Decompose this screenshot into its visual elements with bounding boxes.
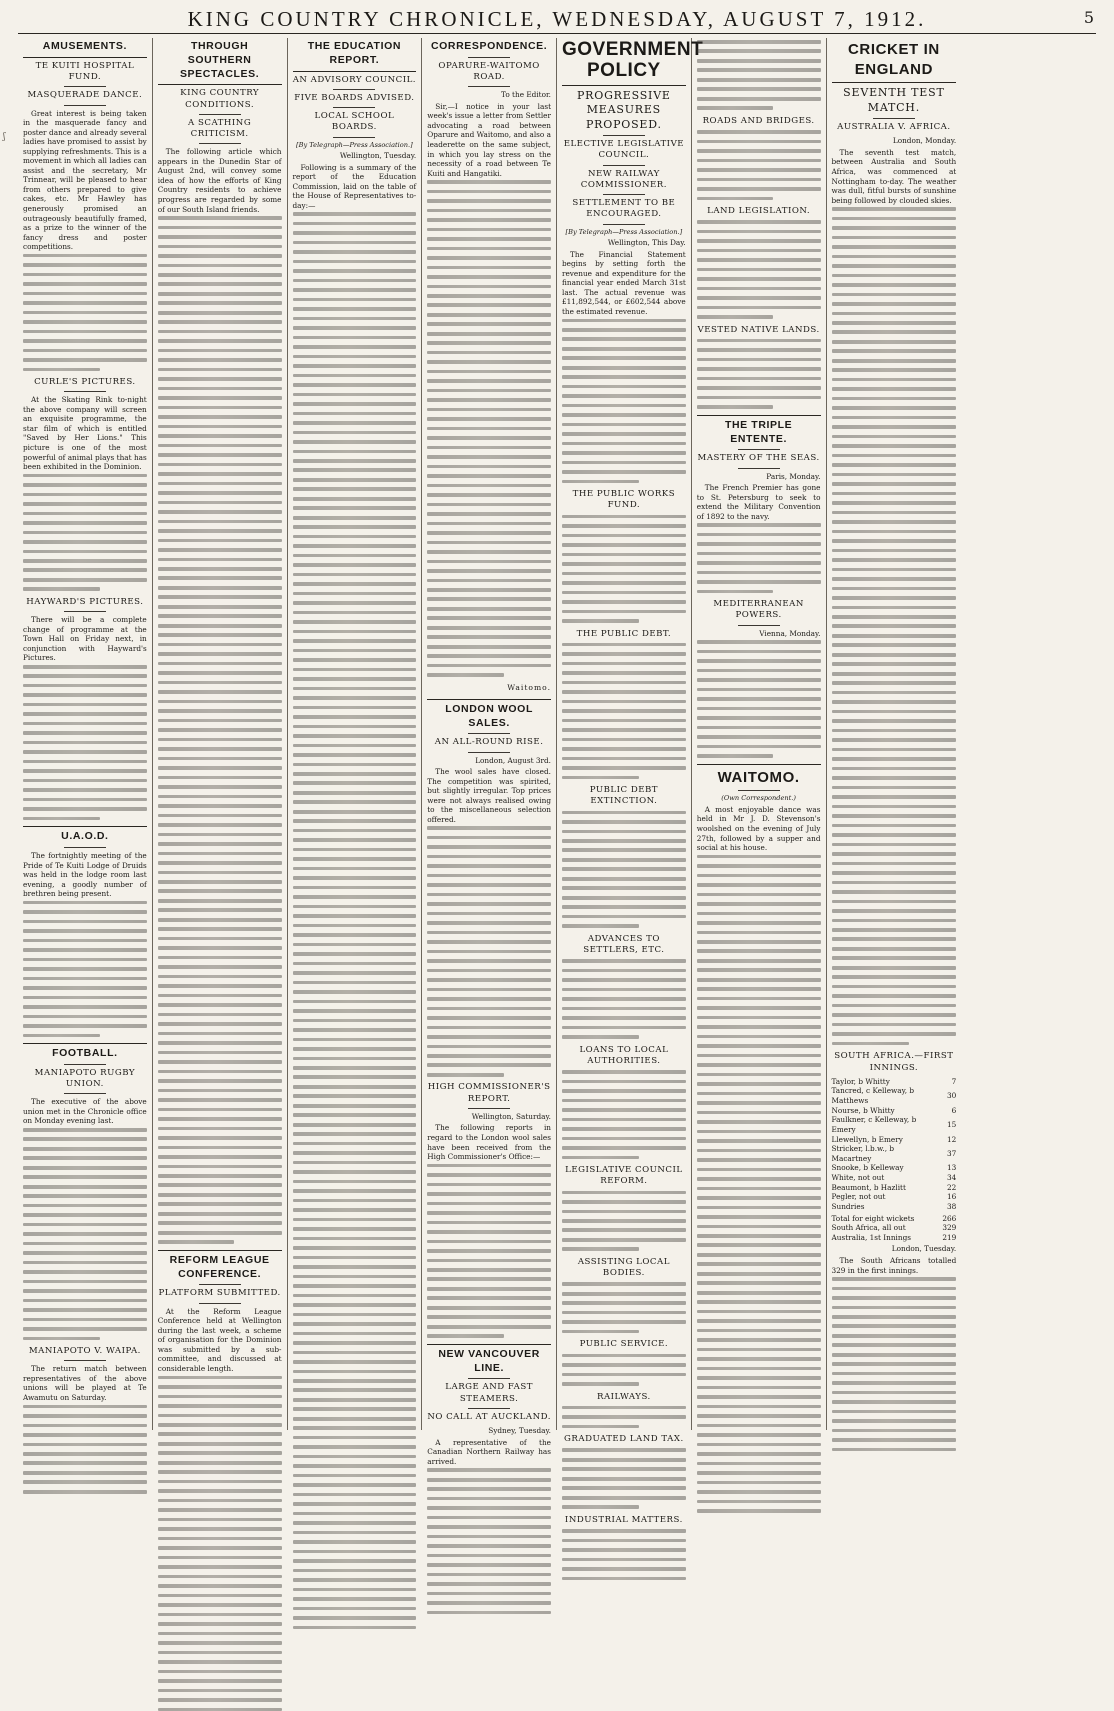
signature: Waitomo. xyxy=(507,682,551,692)
divider xyxy=(738,625,780,626)
article-reform-league xyxy=(158,1254,282,1711)
divider xyxy=(23,1043,147,1044)
subhead-public-debt: THE PUBLIC DEBT. xyxy=(576,628,672,639)
headline-wool-sales: LONDON WOOL SALES. xyxy=(445,702,533,729)
headline-uaod: U.A.O.D. xyxy=(61,830,109,843)
dateline: London, Monday. xyxy=(892,136,957,146)
headline-amusements: AMUSEMENTS. xyxy=(42,40,127,52)
headline-government-policy: GOVERNMENT POLICY xyxy=(562,39,704,81)
subhead-australia-africa: AUSTRALIA V. AFRICA. xyxy=(837,122,951,133)
score-runs: 22 xyxy=(946,1182,957,1192)
batsman-row xyxy=(832,1192,957,1202)
scorecard-table xyxy=(832,1077,957,1243)
body-entente: The French Premier has gone to St. Petersburg to seek to extend the Military Convention of 1892 to the navy. xyxy=(696,483,821,521)
page-number: 5 xyxy=(1083,8,1094,27)
subhead-assisting: ASSISTING LOCAL BODIES. xyxy=(577,1256,670,1279)
text-block xyxy=(697,40,821,110)
divider xyxy=(697,415,821,416)
text-block xyxy=(697,640,821,757)
subhead-public-service: PUBLIC SERVICE. xyxy=(579,1339,669,1350)
subhead-land-tax: GRADUATED LAND TAX. xyxy=(564,1434,684,1445)
subhead-conditions: KING COUNTRY CONDITIONS. xyxy=(180,88,260,110)
score-name: Nourse, b Whitty xyxy=(831,1105,895,1115)
divider xyxy=(333,107,375,108)
text-block xyxy=(562,643,686,779)
subhead-road: OPARURE-WAITOMO ROAD. xyxy=(438,60,540,82)
body-uaod: The fortnightly meeting of the Pride of Te Kuiti Lodge of Druids was held in the lodge room last evening, a goodly number of brethren being present. xyxy=(23,851,147,899)
body-reform: At the Reform League Conference held at Wellington during the last week, a scheme of organisation for the Dominion was submitted by a sub-committee, and discussed at considerable length. xyxy=(157,1306,282,1374)
text-block xyxy=(697,523,821,593)
divider xyxy=(468,733,510,734)
text-block xyxy=(697,855,821,1513)
divider xyxy=(64,1360,106,1361)
body-waipa: The return match between representatives of the above unions will be played at Te Awamutu on Saturday. xyxy=(23,1364,147,1403)
divider xyxy=(427,1344,551,1345)
body-vancouver: A representative of the Canadian Northern Railway has arrived. xyxy=(427,1437,551,1466)
headline-southern-spectacles: THROUGH SOUTHERN SPECTACLES. xyxy=(179,40,260,80)
text-block xyxy=(158,1376,282,1711)
newspaper-columns xyxy=(18,38,1096,1525)
batsman-row xyxy=(832,1077,957,1087)
subhead-hayward: HAYWARD'S PICTURES. xyxy=(26,596,144,607)
subhead-railways: RAILWAYS. xyxy=(596,1391,651,1402)
divider xyxy=(64,105,106,106)
score-runs: 16 xyxy=(946,1192,957,1202)
divider xyxy=(23,57,147,58)
headline-football: FOOTBALL. xyxy=(52,1047,118,1060)
text-block xyxy=(158,216,282,1244)
subhead-scathing: A SCATHING CRITICISM. xyxy=(188,117,252,139)
score-runs: 329 xyxy=(942,1223,957,1233)
newspaper-title: KING COUNTRY CHRONICLE, WEDNESDAY, AUGUST 7, 1912. xyxy=(187,7,927,31)
dateline: London, August 3rd. xyxy=(475,755,551,765)
text-block xyxy=(23,474,147,591)
article-vancouver xyxy=(427,1348,551,1614)
body-scathing: The following article which appears in the Dunedin Star of August 2nd, will convey some idea of how the efforts of King Country residents to achieve progress are regarded by some of our South Island friends. xyxy=(157,147,282,214)
body-wool: The wool sales have closed. The competition was spirited, but slightly irregular. Top prices were not always realised owing to the miscellaneous selection offered. xyxy=(427,767,551,824)
article-waitomo xyxy=(697,768,821,1513)
divider xyxy=(468,1378,510,1379)
dateline: Wellington, Tuesday. xyxy=(339,151,417,161)
divider xyxy=(333,137,375,138)
article-cricket xyxy=(832,40,957,1451)
batsman-row xyxy=(832,1163,957,1173)
dateline: Vienna, Monday. xyxy=(759,628,821,638)
article-policy-continued xyxy=(697,40,821,409)
text-block xyxy=(562,1282,686,1333)
divider xyxy=(64,86,106,87)
subhead-railway-commissioner: NEW RAILWAY COMMISSIONER. xyxy=(580,168,667,190)
column-5 xyxy=(557,38,704,1525)
total-row xyxy=(832,1212,957,1224)
dateline: Sydney, Tuesday. xyxy=(488,1426,551,1436)
divider xyxy=(427,699,551,700)
score-name: Tancred, c Kelleway, b Matthews xyxy=(831,1086,915,1106)
divider xyxy=(199,1303,241,1304)
body-policy: The Financial Statement begins by setting forth the revenue and expenditure for the financial year ended March 31st last. The actual revenue was £11,892,544, or £602,544 above the estimated revenue. xyxy=(562,249,686,316)
subhead-industrial: INDUSTRIAL MATTERS. xyxy=(564,1514,683,1525)
headline-education: THE EDUCATION REPORT. xyxy=(307,40,402,66)
column-2 xyxy=(153,38,288,1430)
subhead-hospital: TE KUITI HOSPITAL FUND. xyxy=(35,60,135,82)
score-name: Stricker, l.b.w., b Macartney xyxy=(831,1144,895,1163)
article-correspondence xyxy=(427,40,551,693)
score-name: Beaumont, b Hazlitt xyxy=(831,1182,906,1192)
column-4 xyxy=(422,38,557,1466)
correspondent: (Own Correspondent.) xyxy=(721,794,796,803)
divider xyxy=(468,57,510,58)
dateline: London, Tuesday. xyxy=(891,1244,957,1254)
divider xyxy=(23,826,147,827)
divider xyxy=(603,194,645,195)
batsman-row xyxy=(832,1086,957,1105)
subhead-public-works: THE PUBLIC WORKS FUND. xyxy=(572,489,676,511)
score-name: Australia, 1st Innings xyxy=(831,1232,912,1242)
divider xyxy=(468,1408,510,1409)
subhead-local-boards: LOCAL SCHOOL BOARDS. xyxy=(314,111,395,133)
divider xyxy=(158,84,282,85)
divider xyxy=(832,82,957,83)
article-government-policy xyxy=(562,39,704,1580)
subhead-innings: SOUTH AFRICA.—FIRST INNINGS. xyxy=(834,1051,954,1073)
article-southern-spectacles xyxy=(158,40,282,1244)
headline-triple-entente: THE TRIPLE ENTENTE. xyxy=(724,418,793,445)
score-name: South Africa, all out xyxy=(831,1223,906,1233)
score-name: Faulkner, c Kelleway, b Emery xyxy=(831,1115,917,1134)
text-block xyxy=(293,212,417,1629)
batsman-row xyxy=(832,1173,957,1183)
text-block xyxy=(562,1406,686,1429)
score-name: Total for eight wickets xyxy=(831,1213,915,1223)
body-education: Following is a summary of the report of the Education Commission, laid on the table of the House of Representatives to-day:— xyxy=(292,162,417,210)
body-hayward: There will be a complete change of programme at the Town Hall on Friday next, in conjunction with Hayward's Pictures. xyxy=(23,615,147,663)
text-block xyxy=(562,515,686,623)
divider xyxy=(468,86,510,87)
score-runs: 266 xyxy=(942,1213,957,1223)
batsman-row xyxy=(832,1106,957,1116)
total-row xyxy=(832,1223,957,1233)
text-block xyxy=(427,1468,551,1614)
body-letter: Sir,—I notice in your last week's issue a letter from Settler advocating a road between Oparure and Waitomo, and also a leaderette on the same subject, in which you lay stress on the necessity of a road between Te Kuiti and Hangatiki. xyxy=(427,101,551,178)
headline-reform-league: REFORM LEAGUE CONFERENCE. xyxy=(169,1253,270,1280)
text-block xyxy=(23,665,147,820)
body-curles: At the Skating Rink to-night the above company will screen an exquisite programme, the star film of which is entitled "Saved by Her Lions." This picture is one of the most powerful of animal plays that has been exhibited in the Dominion. xyxy=(23,395,147,472)
divider xyxy=(738,790,780,791)
body-cricket: The seventh test match, between Australia and South Africa, was commenced at Nottingham to-day. The weather was dull, fitful bursts of sunshine being followed by clouded skies. xyxy=(831,147,957,205)
text-block xyxy=(697,220,821,318)
divider xyxy=(468,1108,510,1109)
divider xyxy=(199,1284,241,1285)
subhead-platform: PLATFORM SUBMITTED. xyxy=(158,1288,281,1299)
article-uaod xyxy=(23,830,147,1037)
divider xyxy=(199,143,241,144)
divider xyxy=(158,1250,282,1251)
press-line: [By Telegraph—Press Association.] xyxy=(565,227,683,236)
article-triple-entente xyxy=(697,419,821,758)
score-name: Pegler, not out xyxy=(831,1192,886,1202)
score-runs: 38 xyxy=(946,1201,957,1211)
text-block xyxy=(562,319,686,484)
subhead-advances: ADVANCES TO SETTLERS, ETC. xyxy=(583,933,665,956)
subhead-progressive: PROGRESSIVE MEASURES PROPOSED. xyxy=(576,88,671,131)
subhead-roads-bridges: ROADS AND BRIDGES. xyxy=(702,115,815,126)
text-block xyxy=(427,826,551,1076)
subhead-high-commissioner: HIGH COMMISSIONER'S REPORT. xyxy=(427,1082,551,1104)
divider xyxy=(697,764,821,765)
masthead xyxy=(18,6,1096,34)
score-name: Snooke, b Kelleway xyxy=(831,1163,904,1173)
score-name: Sundries xyxy=(831,1201,865,1211)
subhead-rugby: MANIAPOTO RUGBY UNION. xyxy=(34,1067,136,1090)
body-high-commissioner: The following reports in regard to the London wool sales have been received from the High Commissioner's Office:— xyxy=(427,1123,551,1162)
column-7 xyxy=(827,38,962,1430)
subhead-elective: ELECTIVE LEGISLATIVE COUNCIL. xyxy=(563,139,685,161)
article-education xyxy=(293,40,417,1629)
dateline: Wellington, Saturday. xyxy=(471,1111,551,1121)
score-runs: 13 xyxy=(946,1163,957,1173)
text-block xyxy=(562,1191,686,1252)
divider xyxy=(64,1093,106,1094)
divider xyxy=(64,611,106,612)
subhead-masquerade: MASQUERADE DANCE. xyxy=(27,90,143,101)
subhead-land-legislation: LAND LEGISLATION. xyxy=(707,206,811,216)
subhead-curles: CURLE'S PICTURES. xyxy=(34,377,136,387)
subhead-five-boards: FIVE BOARDS ADVISED. xyxy=(294,92,415,103)
subhead-seventh-test: SEVENTH TEST MATCH. xyxy=(843,86,945,114)
text-block xyxy=(562,1448,686,1509)
subhead-steamers: LARGE AND FAST STEAMERS. xyxy=(445,1382,533,1404)
divider xyxy=(64,1064,106,1065)
score-runs: 37 xyxy=(946,1148,957,1158)
subhead-mastery: MASTERY OF THE SEAS. xyxy=(697,453,820,464)
subhead-legislative: LEGISLATIVE COUNCIL REFORM. xyxy=(565,1165,683,1187)
score-name: White, not out xyxy=(831,1173,885,1183)
subhead-settlement: SETTLEMENT TO BE ENCOURAGED. xyxy=(572,198,676,220)
subhead-all-round: AN ALL-ROUND RISE. xyxy=(434,737,544,748)
text-block xyxy=(562,1354,686,1386)
body-masquerade: Great interest is being taken in the masquerade fancy and poster dance and already several ladies have promised to assist by supplying refreshments. This is a movement in which all ladies can assist and the secretary, Mr Trinnear, will be pleased to hear from others prepared to give cakes, etc. Mr Hawley has generously promised an outrageously beautifully framed, as a prize to the winner of the fancy dress and poster competitions. xyxy=(23,108,147,252)
batsman-row xyxy=(832,1115,957,1134)
score-runs: 30 xyxy=(946,1091,957,1101)
text-block xyxy=(562,1529,686,1580)
batsman-row xyxy=(832,1183,957,1193)
text-block xyxy=(427,1164,551,1338)
subhead-advisory: AN ADVISORY COUNCIL. xyxy=(292,74,417,85)
text-block xyxy=(427,180,551,677)
column-3 xyxy=(288,38,423,1430)
score-runs: 34 xyxy=(946,1173,957,1183)
text-block xyxy=(562,959,686,1038)
body-waitomo: A most enjoyable dance was held in Mr J. D. Stevenson's woolshed on the evening of July 27th, followed by a supper and social at his house. xyxy=(696,804,821,853)
text-block xyxy=(23,1128,147,1340)
batsman-row xyxy=(832,1144,957,1163)
score-runs: 7 xyxy=(951,1076,957,1086)
score-runs: 12 xyxy=(946,1134,957,1144)
score-runs: 219 xyxy=(942,1232,957,1242)
divider xyxy=(603,224,645,225)
headline-cricket: CRICKET IN ENGLAND xyxy=(847,41,940,78)
subhead-mediterranean: MEDITERRANEAN POWERS. xyxy=(713,599,804,621)
text-block xyxy=(832,1277,957,1451)
to-editor: To the Editor. xyxy=(501,90,551,100)
divider xyxy=(199,114,241,115)
press-line: [By Telegraph—Press Association.] xyxy=(296,140,413,149)
dateline: Wellington, This Day. xyxy=(607,238,686,248)
text-block xyxy=(23,254,147,371)
text-block xyxy=(562,811,686,928)
divider xyxy=(603,165,645,166)
subhead-debt-extinction: PUBLIC DEBT EXTINCTION. xyxy=(589,785,659,807)
subhead-waipa: MANIAPOTO V. WAIPA. xyxy=(28,1346,141,1357)
margin-mark: ʃ xyxy=(3,132,6,142)
text-block xyxy=(697,130,821,200)
divider xyxy=(64,847,106,848)
body-second-day: The South Africans totalled 329 in the first innings. xyxy=(831,1255,957,1275)
article-amusements xyxy=(23,40,147,820)
divider xyxy=(873,118,915,119)
text-block xyxy=(562,1070,686,1159)
article-wool-sales xyxy=(427,703,551,1338)
headline-correspondence: CORRESPONDENCE. xyxy=(430,40,548,52)
batsman-row xyxy=(832,1135,957,1145)
total-row xyxy=(832,1233,957,1243)
subhead-native-lands: VESTED NATIVE LANDS. xyxy=(697,324,820,335)
subhead-no-call: NO CALL AT AUCKLAND. xyxy=(427,1411,551,1422)
divider xyxy=(738,449,780,450)
column-1 xyxy=(18,38,153,1430)
score-name: Llewellyn, b Emery xyxy=(831,1134,903,1144)
divider xyxy=(738,468,780,469)
divider xyxy=(603,135,645,136)
divider xyxy=(333,89,375,90)
body-rugby: The executive of the above union met in the Chronicle office on Monday evening last. xyxy=(23,1097,147,1126)
text-block xyxy=(832,207,957,1045)
text-block xyxy=(23,1405,147,1494)
subhead-loans: LOANS TO LOCAL AUTHORITIES. xyxy=(579,1044,669,1066)
dateline: Paris, Monday. xyxy=(766,471,821,481)
batsman-row xyxy=(832,1202,957,1212)
divider xyxy=(64,391,106,392)
score-runs: 15 xyxy=(946,1120,957,1130)
score-name: Taylor, b Whitty xyxy=(831,1076,890,1086)
article-football xyxy=(23,1047,147,1493)
column-6 xyxy=(692,38,827,1430)
text-block xyxy=(697,339,821,409)
divider xyxy=(468,752,510,753)
divider xyxy=(293,71,417,72)
score-runs: 6 xyxy=(951,1105,957,1115)
text-block xyxy=(23,901,147,1037)
headline-vancouver: NEW VANCOUVER LINE. xyxy=(438,1347,540,1374)
headline-waitomo: WAITOMO. xyxy=(717,768,800,786)
divider xyxy=(562,85,686,86)
